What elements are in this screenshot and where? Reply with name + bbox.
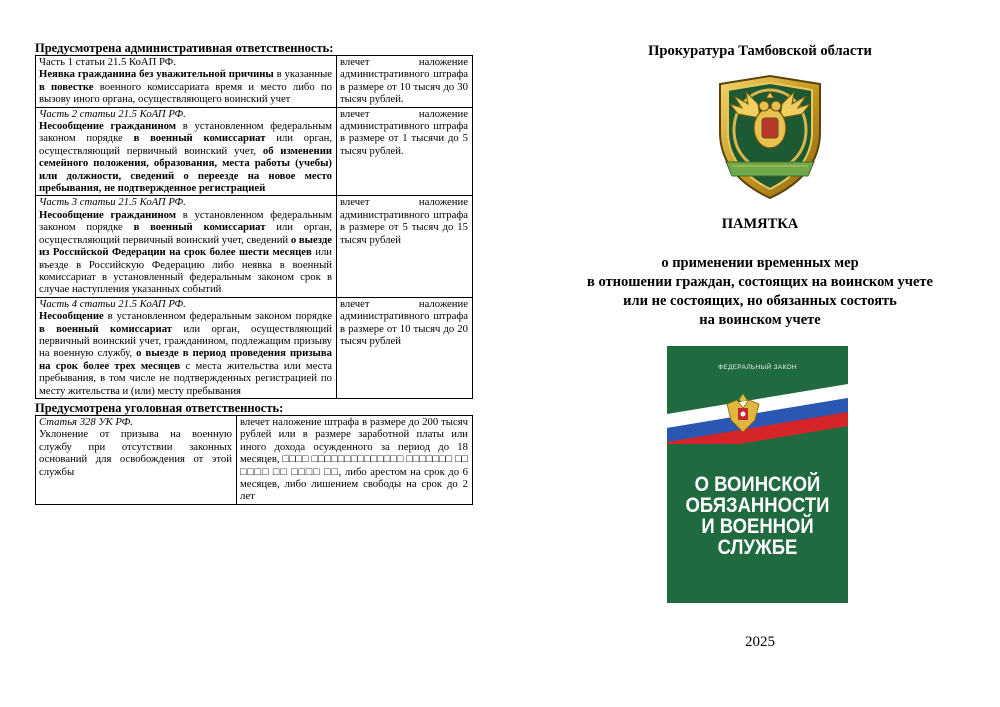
subtitle-line: о применении временных мер: [661, 255, 859, 271]
offense-text-bold: об изменении семейного положения, образования, места работы (учебы) или должности, сведений о переезде на новое место пребывания, не подтвержденное регистрацией: [39, 144, 333, 195]
offense-text: в установленном федеральным законом порядке: [39, 208, 333, 234]
criminal-liability-table: [35, 415, 473, 505]
offense-text: военного комиссариата время и место либо по вызову иного органа, осуществляющего воинский учет: [39, 80, 332, 106]
right-column: [520, 0, 1000, 707]
article-ref: Часть 4 статьи 21.5 КоАП РФ.: [39, 297, 186, 310]
admin-liability-table: [35, 55, 473, 399]
prosecutor-emblem-icon: [708, 74, 832, 202]
offense-cell: [36, 297, 337, 398]
table-row: [36, 107, 473, 196]
document-subtitle: [520, 254, 1000, 330]
book-top-label: ФЕДЕРАЛЬНЫЙ ЗАКОН: [718, 364, 797, 371]
offense-text-bold: в военный комиссариат: [133, 221, 266, 234]
article-ref: Часть 1 статьи 21.5 КоАП РФ.: [39, 56, 176, 68]
offense-text: с места жительства или места пребывания, в том числе не подтвержденных регистрацией по месту жительства и (или) месту пребывания: [39, 359, 332, 397]
book-title-line: О ВОИНСКОЙ: [694, 473, 821, 496]
law-book-cover: [667, 346, 848, 603]
offense-text: в установленном федеральным законом порядке: [103, 310, 332, 323]
subtitle-line: или не состоящих, но обязанных состоять: [623, 293, 897, 309]
coat-of-arms-icon: [723, 390, 763, 436]
offense-cell: [36, 196, 337, 297]
penalty-cell: влечет наложение административного штрафа в размере от 1 тысячи до 5 тысяч рублей.: [337, 107, 473, 196]
document-year: 2025: [745, 634, 775, 650]
book-title-line: СЛУЖБЕ: [717, 536, 798, 559]
book-title: [678, 474, 837, 558]
table-row: [36, 196, 473, 297]
table-row: [36, 415, 473, 504]
article-ref: Часть 3 статьи 21.5 КоАП РФ.: [39, 196, 186, 209]
offense-text-bold: Несообщение: [39, 310, 104, 323]
document-heading: ПАМЯТКА: [721, 216, 799, 232]
offense-text-bold: Неявка гражданина без уважительной причины: [39, 68, 274, 81]
offense-cell: [36, 56, 337, 108]
offense-text-bold: Несообщение гражданином: [39, 120, 177, 133]
offense-text-bold: в повестке: [39, 80, 94, 93]
offense-text-bold: о выезде в период проведения призыва на срок более трех месяцев: [39, 347, 332, 372]
table-row: [36, 56, 473, 108]
offense-text: или орган, осуществляющий первичный воинский учет,: [39, 132, 332, 157]
table-row: [36, 297, 473, 398]
offense-text-bold: Несообщение гражданином: [39, 208, 177, 221]
offense-text-bold: в военный комиссариат: [39, 322, 173, 335]
subtitle-line: на воинском учете: [699, 312, 821, 328]
book-title-line: ОБЯЗАННОСТИ: [685, 494, 830, 517]
left-column: [35, 42, 473, 505]
offense-text-bold: о выезде из Российской Федерации на срок более шести месяцев: [39, 233, 332, 259]
offense-text: или въезде в Российскую Федерацию либо неявка в военный комиссариат в установленный федеральным законом срок в случае наступления указанных событий: [39, 246, 332, 296]
penalty-cell: влечет наложение административного штрафа в размере от 5 тысяч до 15 тысяч рублей: [337, 196, 473, 297]
criminal-offense-cell: [36, 415, 237, 504]
offense-text: в установленном федеральным законом порядке: [39, 120, 333, 145]
book-title-line: И ВОЕННОЙ: [701, 515, 814, 538]
penalty-cell: влечет наложение административного штрафа в размере от 10 тысяч до 30 тысяч рублей.: [337, 56, 473, 108]
offense-text: в указанные: [273, 68, 333, 81]
subtitle-line: в отношении граждан, состоящих на воинском учете: [587, 274, 933, 290]
criminal-section-title: Предусмотрена уголовная ответственность:: [35, 400, 284, 415]
penalty-cell: влечет наложение штрафа в размере до 200 тысяч рублей или в размере заработной платы или иного дохода осужденного за период до 18 месяцев, □□□□ □□□□□□□□□□□□□□ □□□□□□□ □□ □□□□ □□ □□□□ □□, либо арестом на срок до 6 месяцев, либо лишением свободы на срок до 2 лет: [237, 415, 473, 504]
offense-cell: [36, 107, 337, 196]
penalty-cell: влечет наложение административного штрафа в размере от 10 тысяч до 20 тысяч рублей: [337, 297, 473, 398]
organization-title: Прокуратура Тамбовской области: [648, 43, 872, 59]
article-ref: Статья 328 УК РФ.: [39, 415, 133, 428]
admin-section-title: Предусмотрена административная ответственность:: [35, 41, 334, 55]
offense-text-bold: в военный комиссариат: [133, 132, 266, 145]
offense-text: или орган, осуществляющий первичный воинский учет, гражданином, подлежащим призыву на военную службу,: [39, 322, 332, 360]
offense-description: Уклонение от призыва на военную службу при отсутствии законных оснований для освобождения от этой службы: [39, 428, 232, 478]
offense-text: или орган, осуществляющий первичный воинский учет, сведений: [39, 221, 332, 246]
article-ref: Часть 2 статьи 21.5 КоАП РФ.: [39, 107, 186, 120]
